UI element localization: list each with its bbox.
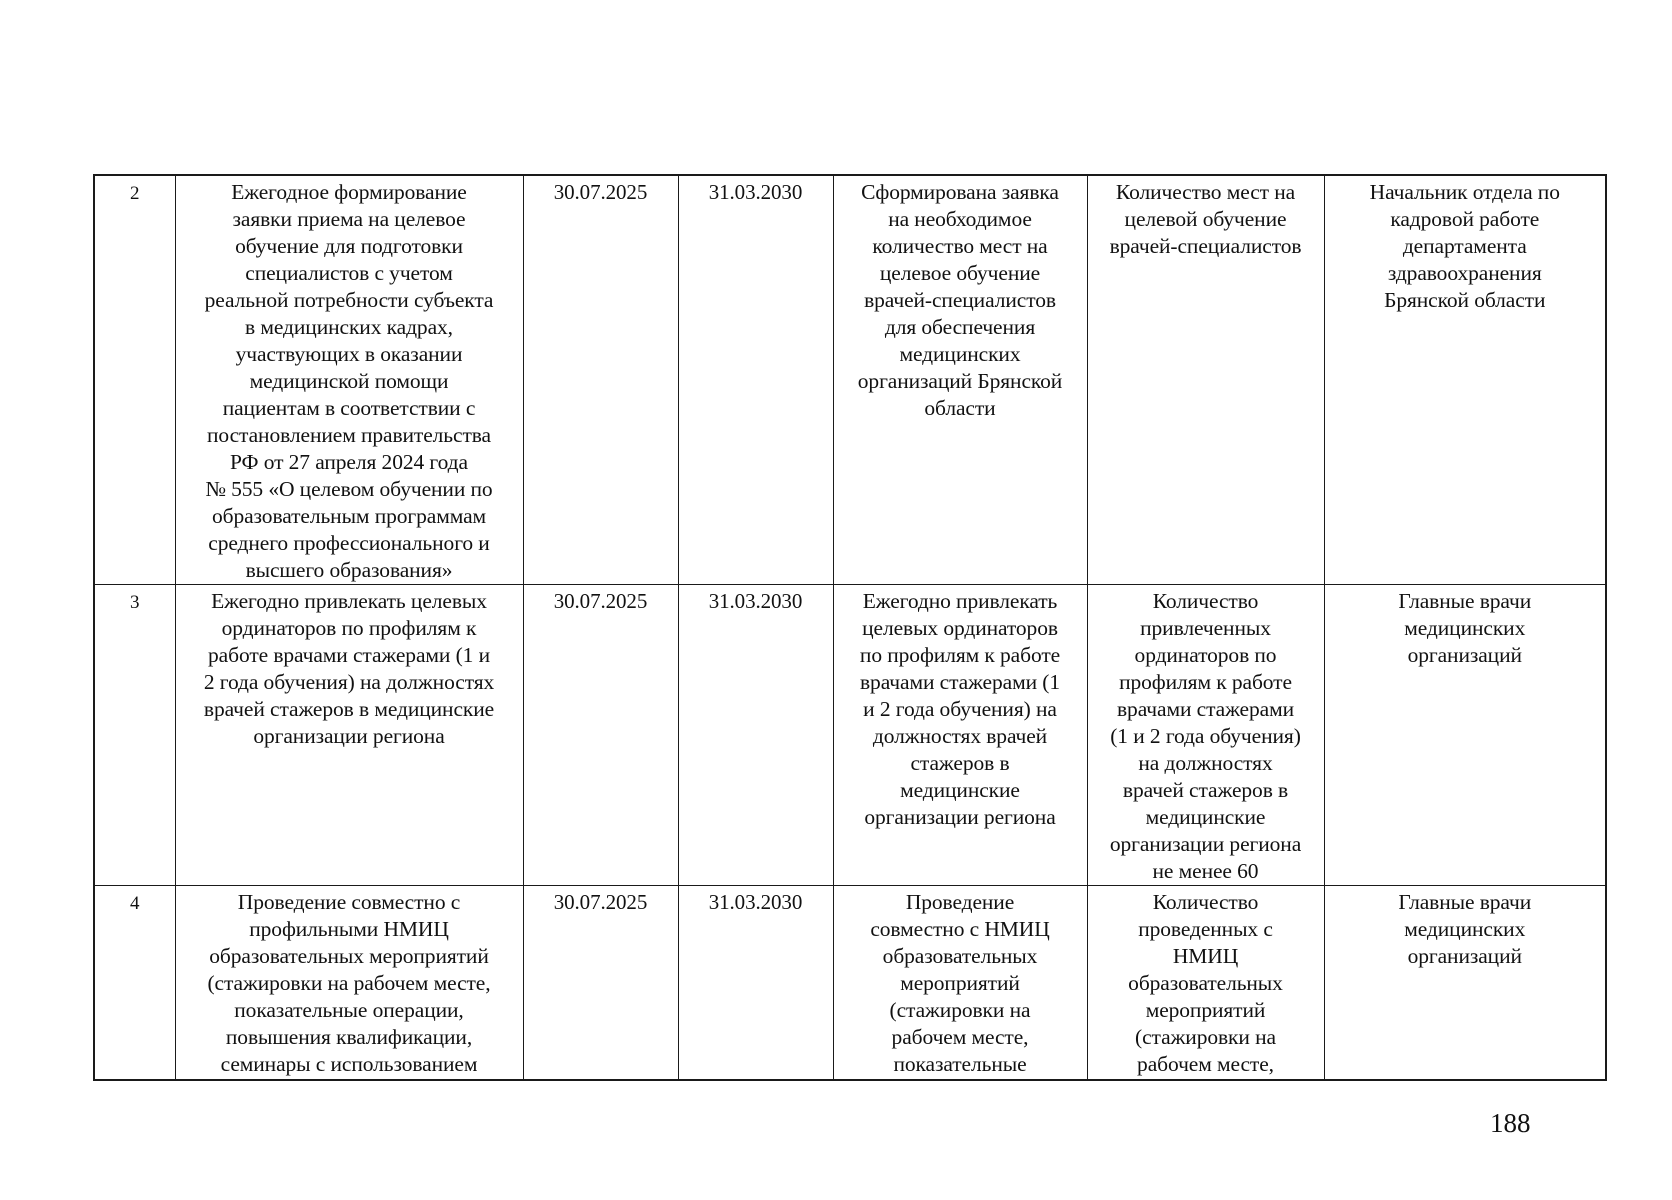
row-number: 3 [94,585,175,886]
measure-cell: Ежегодное формирование заявки приема на целевое обучение для подготовки специалистов с учетом реальной потребности субъекта в медицинских кадрах, участвующих в оказании медицинской помощи пациентам в соответствии с постановлением правительства РФ от 27 апреля 2024 года № 555 «О целевом обучении по образовательным программам среднего профессионального и высшего образования» [175,175,523,585]
table-row [94,175,1606,585]
start-date-cell: 30.07.2025 [523,585,678,886]
table-row [94,886,1606,1080]
end-date-cell: 31.03.2030 [678,585,833,886]
row-number: 2 [94,175,175,585]
indicator-cell: Количество проведенных с НМИЦ образовательных мероприятий (стажировки на рабочем месте, [1087,886,1324,1080]
indicator-cell: Количество мест на целевой обучение врачей-специалистов [1087,175,1324,585]
indicator-cell: Количество привлеченных ординаторов по профилям к работе врачами стажерами (1 и 2 года обучения) на должностях врачей стажеров в медицинские организации региона не менее 60 [1087,585,1324,886]
result-cell: Проведение совместно с НМИЦ образовательных мероприятий (стажировки на рабочем месте, показательные [833,886,1087,1080]
start-date-cell: 30.07.2025 [523,886,678,1080]
end-date-cell: 31.03.2030 [678,175,833,585]
measure-cell: Проведение совместно с профильными НМИЦ образовательных мероприятий (стажировки на рабочем месте, показательные операции, повышения квалификации, семинары с использованием [175,886,523,1080]
start-date-cell: 30.07.2025 [523,175,678,585]
measures-table [93,174,1607,1081]
result-cell: Ежегодно привлекать целевых ординаторов по профилям к работе врачами стажерами (1 и 2 года обучения) на должностях врачей стажеров в медицинские организации региона [833,585,1087,886]
end-date-cell: 31.03.2030 [678,886,833,1080]
row-number: 4 [94,886,175,1080]
measure-cell: Ежегодно привлекать целевых ординаторов по профилям к работе врачами стажерами (1 и 2 года обучения) на должностях врачей стажеров в медицинские организации региона [175,585,523,886]
responsible-cell: Начальник отдела по кадровой работе департамента здравоохранения Брянской области [1324,175,1606,585]
result-cell: Сформирована заявка на необходимое количество мест на целевое обучение врачей-специалистов для обеспечения медицинских организаций Брянской области [833,175,1087,585]
responsible-cell: Главные врачи медицинских организаций [1324,886,1606,1080]
table-row [94,585,1606,886]
responsible-cell: Главные врачи медицинских организаций [1324,585,1606,886]
page-number: 188 [1490,1108,1531,1138]
